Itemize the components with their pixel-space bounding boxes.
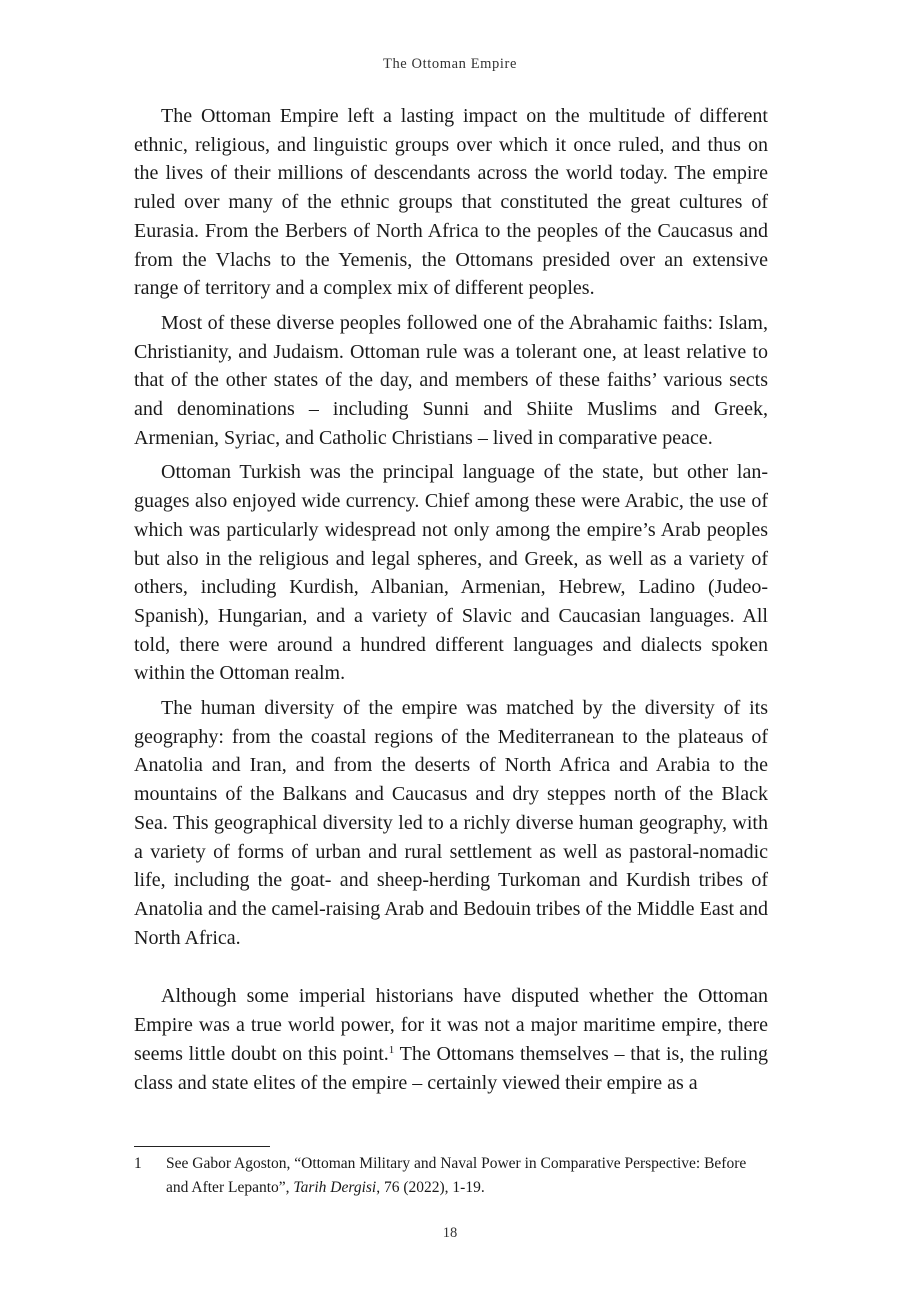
paragraph-3: Ottoman Turkish was the principal language of the state, but other languages also enjoyed wide currency. Chief among these were Arabic, the use of which was particularly widespread not only among the empire’s Arab peoples but also in the religious and legal spheres, and Greek, as well as a variety of others, including Kurdish, Albanian, Armenian, Hebrew, Ladino (Judeo-Spanish), Hungarian, and a variety of Slavic and Caucasian languages. All told, there were around a hundred different languages and dialects spoken within the Ottoman realm.	[134, 461, 768, 685]
page-number: 18	[442, 1225, 458, 1241]
paragraph-5	[134, 982, 768, 1097]
footnote-divider	[134, 1146, 270, 1147]
running-header: The Ottoman Empire	[382, 56, 517, 72]
footnote-1	[134, 1152, 768, 1200]
footnote-number: 1	[134, 1155, 142, 1172]
journal-title: Tarih Dergisi	[293, 1179, 377, 1196]
paragraph-2: Most of these diverse peoples followed one of the Abrahamic faiths: Islam, Christianity, and Judaism. Ottoman rule was a tolerant one, at least relative to that of the other states of the day, and members of these faiths’ various sects and denominations – including Sunni and Shiite Muslims and Greek, Armenian, Syriac, and Catholic Christians – lived in comparative peace.	[134, 311, 768, 449]
footnote-reference[interactable]: 1	[388, 1043, 395, 1056]
body-text	[134, 102, 768, 1103]
paragraph-4: The human diversity of the empire was matched by the diversity of its geography: from the coastal regions of the Mediterranean to the plateaus of Anatolia and Iran, and from the deserts of North Africa and Arabia to the mountains of the Balkans and Caucasus and dry steppes north of the Black Sea. This geographical diversity led to a richly diverse human geography, with a variety of forms of urban and rural settlement as well as pastoral-nomadic life, including the goat- and sheep-herding Turkoman and Kurdish tribes of Anatolia and the camel-raising Arab and Bedouin tribes of the Middle East and North Africa.	[134, 697, 768, 949]
paragraph-5-text-b: The Ottomans themselves – that is, the ruling class and state elites of the empire – certainly viewed their empire as a	[134, 1042, 768, 1094]
paragraph-1: The Ottoman Empire left a lasting impact on the multitude of different ethnic, religious, and linguistic groups over which it once ruled, and thus on the lives of their millions of descendants across the world today. The empire ruled over many of the ethnic groups that constituted the great cultures of Eurasia. From the Berbers of North Africa to the peoples of the Caucasus and from the Vlachs to the Yemenis, the Ottomans presided over an extensive range of territory and a complex mix of different peoples.	[134, 105, 768, 300]
paragraph-5-text-a: Although some imperial historians have disputed whether the Ottoman Empire was a true world power, for it was not a major maritime empire, there seems little doubt on this point.	[134, 985, 768, 1065]
footnote-text	[166, 1152, 768, 1200]
footnote-text-a: See Gabor Agoston, “Ottoman Military and Naval Power in Comparative Perspective: Before and After Lepanto”,	[166, 1155, 747, 1196]
footnote-text-b: , 76 (2022), 1-19.	[376, 1179, 485, 1196]
